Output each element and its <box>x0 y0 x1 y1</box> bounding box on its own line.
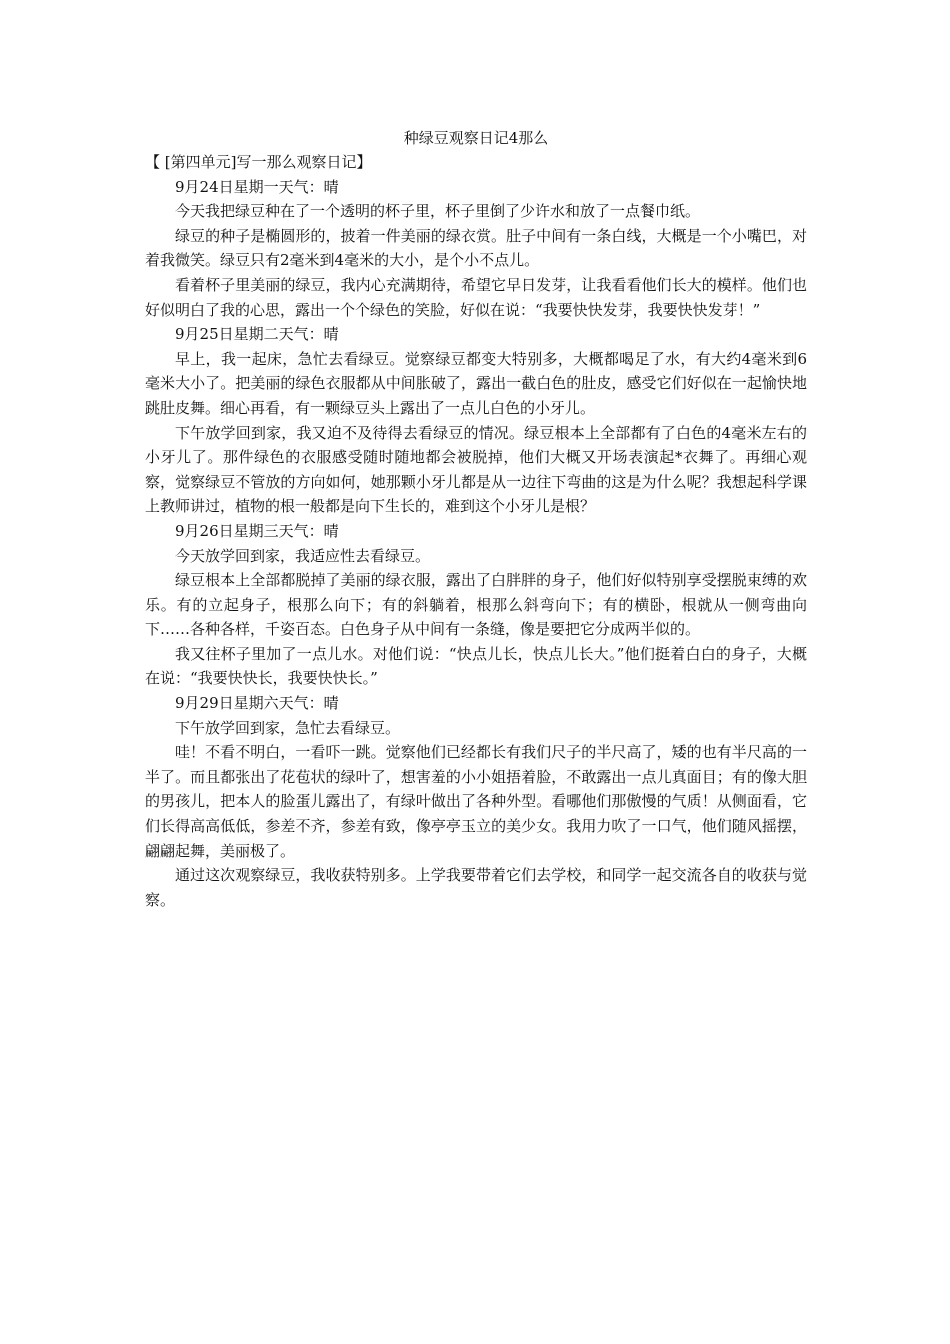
body-paragraph: 哇！不看不明白，一看吓一跳。觉察他们已经都长有我们尺子的半尺高了，矮的也有半尺高的一半了。而且都张出了花苞状的绿叶了，想害羞的小小姐捂着脸，不敢露出一点儿真面目；有的像大胆的男孩儿，把本人的脸蛋儿露出了，有绿叶做出了各种外型。看哪他们那傲慢的气质！从侧面看，它们长得高高低低，参差不齐，参差有致，像亭亭玉立的美少女。我用力吹了一口气，他们随风摇摆，翩翩起舞，美丽极了。 <box>145 743 807 860</box>
body-paragraph: 9月25日星期二天气：晴 <box>175 325 339 344</box>
body-paragraph: 9月26日星期三天气：晴 <box>175 521 339 540</box>
document-page <box>145 126 807 912</box>
body-paragraph: 【 [第四单元]写一那么观察日记】 <box>145 153 372 171</box>
body-paragraph: 绿豆根本上全部都脱掉了美丽的绿衣服，露出了白胖胖的身子，他们好似特别享受摆脱束缚的欢乐。有的立起身子，根那么向下；有的斜躺着，根那么斜弯向下；有的横卧，根就从一侧弯曲向下……各种各样，千姿百态。白色身子从中间有一条缝，像是要把它分成两半似的。 <box>145 571 807 639</box>
body-paragraph: 绿豆的种子是椭圆形的，披着一件美丽的绿衣赏。肚子中间有一条白线，大概是一个小嘴巴，对着我微笑。绿豆只有2毫米到4毫米的大小，是个小不点儿。 <box>145 226 807 270</box>
body-paragraph: 看着杯子里美丽的绿豆，我内心充满期待，希望它早日发芽，让我看看他们长大的模样。他们也好似明白了我的心思，露出一个个绿色的笑脸，好似在说：“我要快快发芽，我要快快发芽！” <box>145 275 807 319</box>
body-paragraph: 下午放学回到家，我又迫不及待得去看绿豆的情况。绿豆根本上全部都有了白色的4毫米左右的小牙儿了。那件绿色的衣服感受随时随地都会被脱掉，他们大概又开场表演起*衣舞了。再细心观察，觉察绿豆不管放的方向如何，她那颗小牙儿都是从一边往下弯曲的这是为什么呢？我想起科学课上教师讲过，植物的根一般都是向下生长的，难到这个小牙儿是根？ <box>145 423 807 516</box>
body-paragraph: 今天放学回到家，我适应性去看绿豆。 <box>175 546 431 565</box>
body-paragraph: 今天我把绿豆种在了一个透明的杯子里，杯子里倒了少许水和放了一点餐巾纸。 <box>175 202 701 221</box>
body-paragraph: 9月24日星期一天气：晴 <box>175 177 339 196</box>
body-paragraph: 下午放学回到家，急忙去看绿豆。 <box>175 718 401 737</box>
document-body <box>145 150 807 912</box>
body-paragraph: 通过这次观察绿豆，我收获特别多。上学我要带着它们去学校，和同学一起交流各自的收获与觉察。 <box>145 866 807 909</box>
body-paragraph: 早上，我一起床，急忙去看绿豆。觉察绿豆都变大特别多，大概都喝足了水，有大约4毫米到6毫米大小了。把美丽的绿色衣服都从中间胀破了，露出一截白色的肚皮，感受它们好似在一起愉快地跳肚皮舞。细心再看，有一颗绿豆头上露出了一点儿白色的小牙儿。 <box>145 349 807 417</box>
body-paragraph: 9月29日星期六天气：晴 <box>175 694 339 713</box>
body-paragraph: 我又往杯子里加了一点儿水。对他们说：“快点儿长，快点儿长大。”他们挺着白白的身子，大概在说：“我要快快长，我要快快长。” <box>145 644 807 688</box>
document-title: 种绿豆观察日记4那么 <box>403 129 549 147</box>
